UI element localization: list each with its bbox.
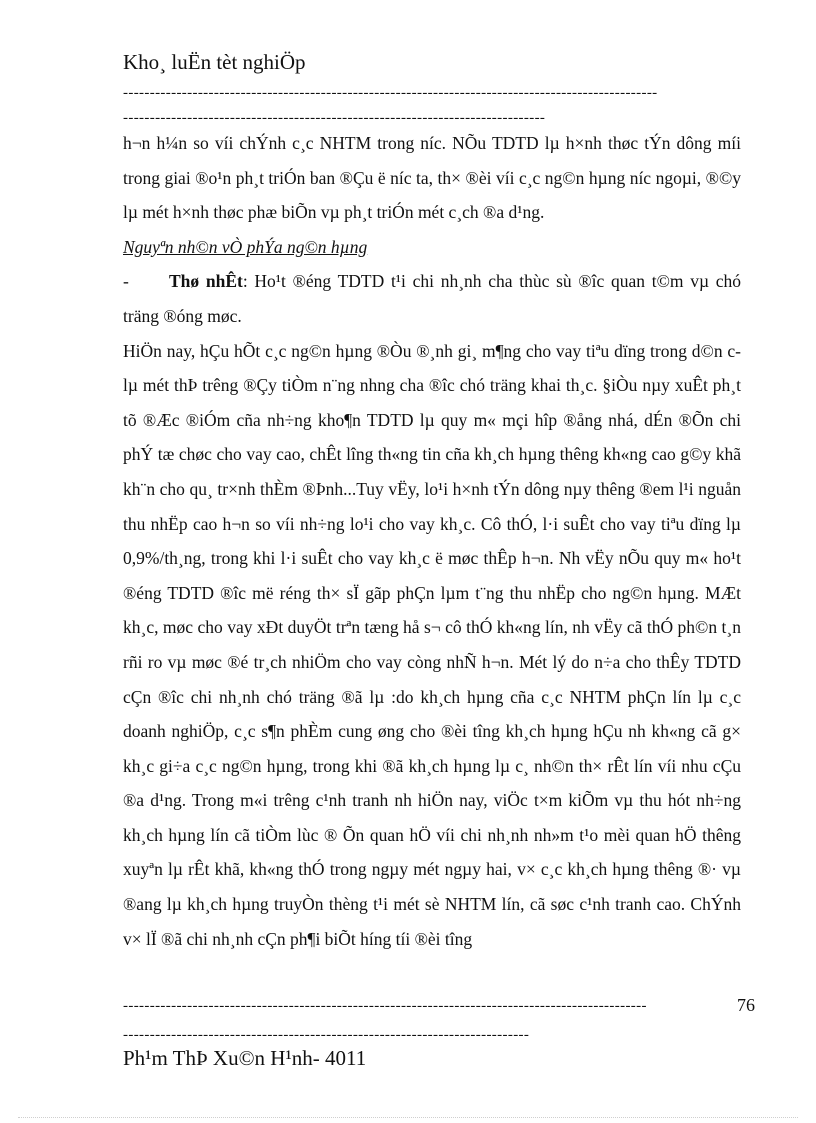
section-subheading: Nguyªn nh©n vÒ phÝa ng©n hµng: [123, 236, 368, 257]
document-header-title: Kho¸ luËn tèt nghiÖp: [123, 50, 306, 74]
section-subheading-row: [123, 230, 741, 265]
bullet-text: : Ho¹t ®éng TDTD t¹i chi nh¸nh cha thùc sù ®îc quan t©m vµ chó träng ®óng møc.: [123, 271, 742, 326]
page-body: [123, 126, 741, 956]
footer-author-line: Ph¹m ThÞ Xu©n H¹nh- 4011: [123, 1046, 367, 1070]
page-bottom-border: [18, 1117, 798, 1118]
footer-separator-line: --------------------------------------------------------------------------------------------------: [123, 998, 647, 1014]
paragraph-main: HiÖn nay, hÇu hÕt c¸c ng©n hµng ®Òu ®¸nh gi¸ m¶ng cho vay tiªu dïng trong d©n c lµ mét thÞ trêng ®Çy tiÒm n¨ng nhng cha ®îc chó träng khai th¸c. §iÒu nµy xuÊt ph¸t tõ ®Æc ®iÓm cña nh÷ng kho¶n TDTD lµ quy m« mçi hîp ®ång nhá, dÉn ®Õn chi phÝ tæ chøc cho vay cao, chÊt lîng th«ng tin cña kh¸ch hµng thêng kh«ng cao g©y khã kh¨n cho qu¸ tr×nh thÈm ®Þnh...Tuy vËy, lo¹i h×nh tÝn dông nµy thêng ®em l¹i nguån thu nhËp cao h¬n so víi nh÷ng lo¹i cho vay kh¸c. Cô thÓ, l·i suÊt cho vay tiªu dïng lµ 0,9%/th¸ng, trong khi l·i suÊt cho vay kh¸c ë møc thÊp h¬n. Nh vËy nÕu quy m« ho¹t ®éng TDTD ®îc më réng th× sÏ gãp phÇn lµm t¨ng thu nhËp cho ng©n hµng. MÆt kh¸c, møc cho vay xÐt duyÖt trªn tæng hå s¬ cô thÓ kh«ng lín, nh vËy cã thÓ ph©n t¸n rñi ro vµ møc ®é tr¸ch nhiÖm cho vay còng nhÑ h¬n. Mét lý do n÷a cho thÊy TDTD cÇn ®îc chi nh¸nh chó träng ®ã lµ :do kh¸ch hµng cña c¸c NHTM phÇn lín lµ c¸c doanh nghiÖp, c¸c s¶n phÈm cung øng cho ®èi tîng kh¸ch hµng hÇu nh kh«ng cã g× kh¸c gi÷a c¸c ng©n hµng, trong khi ®ã kh¸ch hµng lµ c¸ nh©n th× rÊt lín víi nhu cÇu ®a d¹ng. Trong m«i trêng c¹nh tranh nh hiÖn nay, viÖc t×m kiÕm vµ thu hót nh÷ng kh¸ch hµng lín cã tiÒm lùc ® Õn quan hÖ víi chi nh¸nh nh»m t¹o mèi quan hÖ thêng xuyªn lµ rÊt khã, kh«ng thÓ trong ngµy mét ngµy hai, v× c¸c kh¸ch hµng thêng ®· vµ ®ang lµ kh¸ch hµng truyÒn thèng t¹i mét sè NHTM lín, cã søc c¹nh tranh cao. ChÝnh v× lÏ ®ã chi nh¸nh cÇn ph¶i biÕt híng tíi ®èi tîng: [123, 340, 741, 949]
bullet-lead: Thø nhÊt: [169, 271, 243, 292]
bullet-dash: -: [123, 271, 129, 292]
header-separator-line-continued: -------------------------------------------------------------------------------: [123, 110, 546, 126]
bullet-paragraph: [123, 264, 741, 333]
footer-separator-line-continued: ----------------------------------------------------------------------------: [123, 1027, 530, 1043]
paragraph-intro: h¬n h¼n so víi chÝnh c¸c NHTM trong níc. NÕu TDTD lµ h×nh thøc tÝn dông míi trong giai ®o¹n ph¸t triÓn ban ®Çu ë níc ta, th× ®èi víi c¸c ng©n hµng níc ngoµi, ®©y lµ mét h×nh thøc phæ biÕn vµ ph¸t triÓn mét c¸ch ®a d¹ng.: [123, 133, 741, 223]
page-number: 76: [737, 995, 755, 1015]
header-separator-line: ----------------------------------------------------------------------------------------------------: [123, 85, 658, 101]
